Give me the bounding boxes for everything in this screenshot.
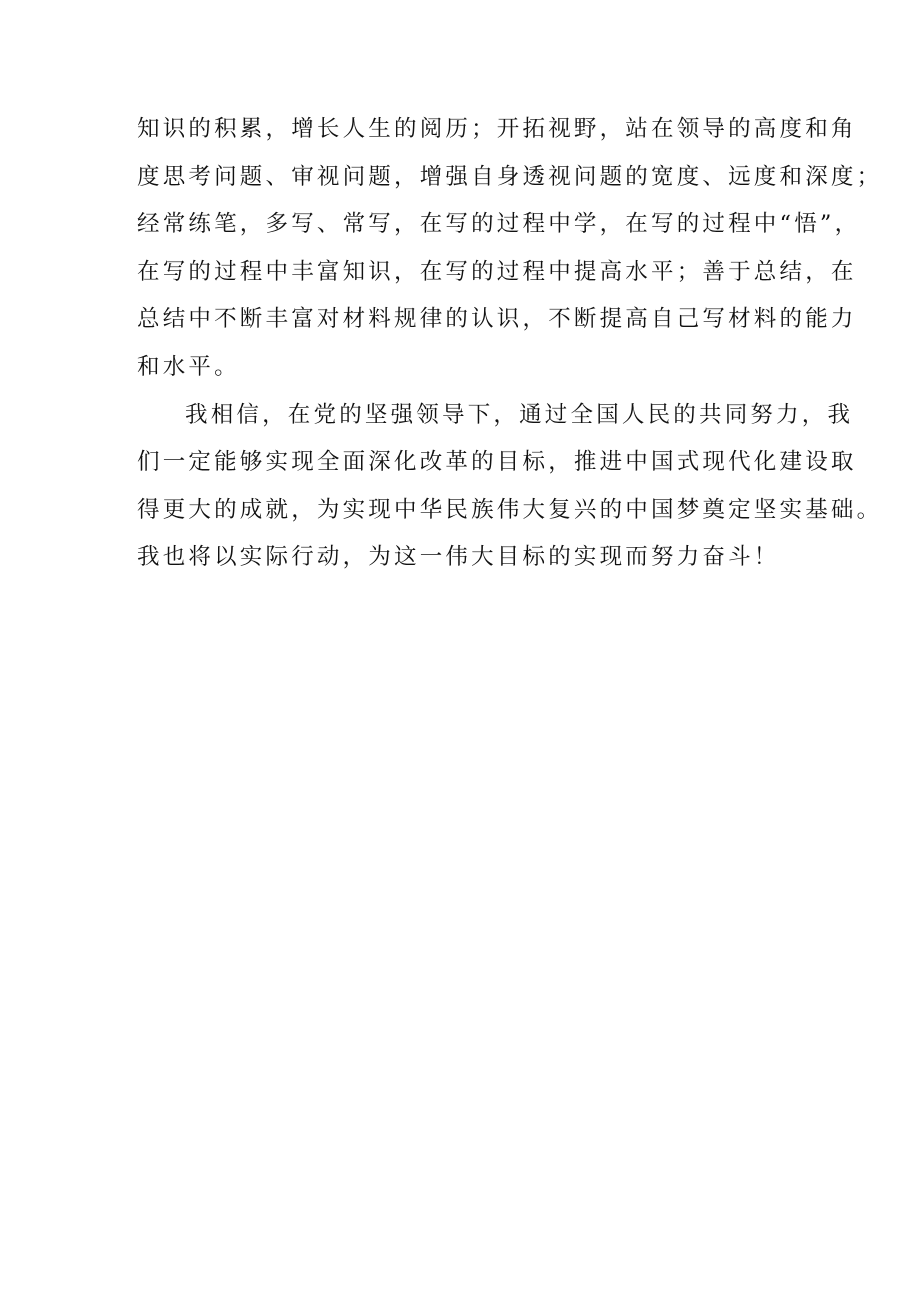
paragraph-line: 们一定能够实现全面深化改革的目标，推进中国式现代化建设取 xyxy=(137,449,857,476)
paragraph-line: 度思考问题、审视问题，增强自身透视问题的宽度、远度和深度； xyxy=(137,163,883,190)
paragraph-line: 知识的积累，增长人生的阅历；开拓视野，站在领导的高度和角 xyxy=(137,116,857,142)
paragraph-line: 经常练笔，多写、常写，在写的过程中学，在写的过程中“悟”， xyxy=(137,211,861,238)
paragraph-1 xyxy=(137,106,883,392)
paragraph-line: 我相信，在党的坚强领导下，通过全国人民的共同努力，我 xyxy=(185,401,854,428)
paragraph-2 xyxy=(137,392,883,582)
paragraph-line: 总结中不断丰富对材料规律的认识，不断提高自己写材料的能力 xyxy=(137,306,857,333)
paragraph-line: 我也将以实际行动，为这一伟大目标的实现而努力奋斗！ xyxy=(137,544,780,571)
paragraph-line: 得更大的成就，为实现中华民族伟大复兴的中国梦奠定坚实基础。 xyxy=(137,496,883,523)
paragraph-line: 在写的过程中丰富知识，在写的过程中提高水平；善于总结，在 xyxy=(137,258,857,285)
paragraph-line: 和水平。 xyxy=(137,353,240,380)
document-body xyxy=(137,106,883,582)
